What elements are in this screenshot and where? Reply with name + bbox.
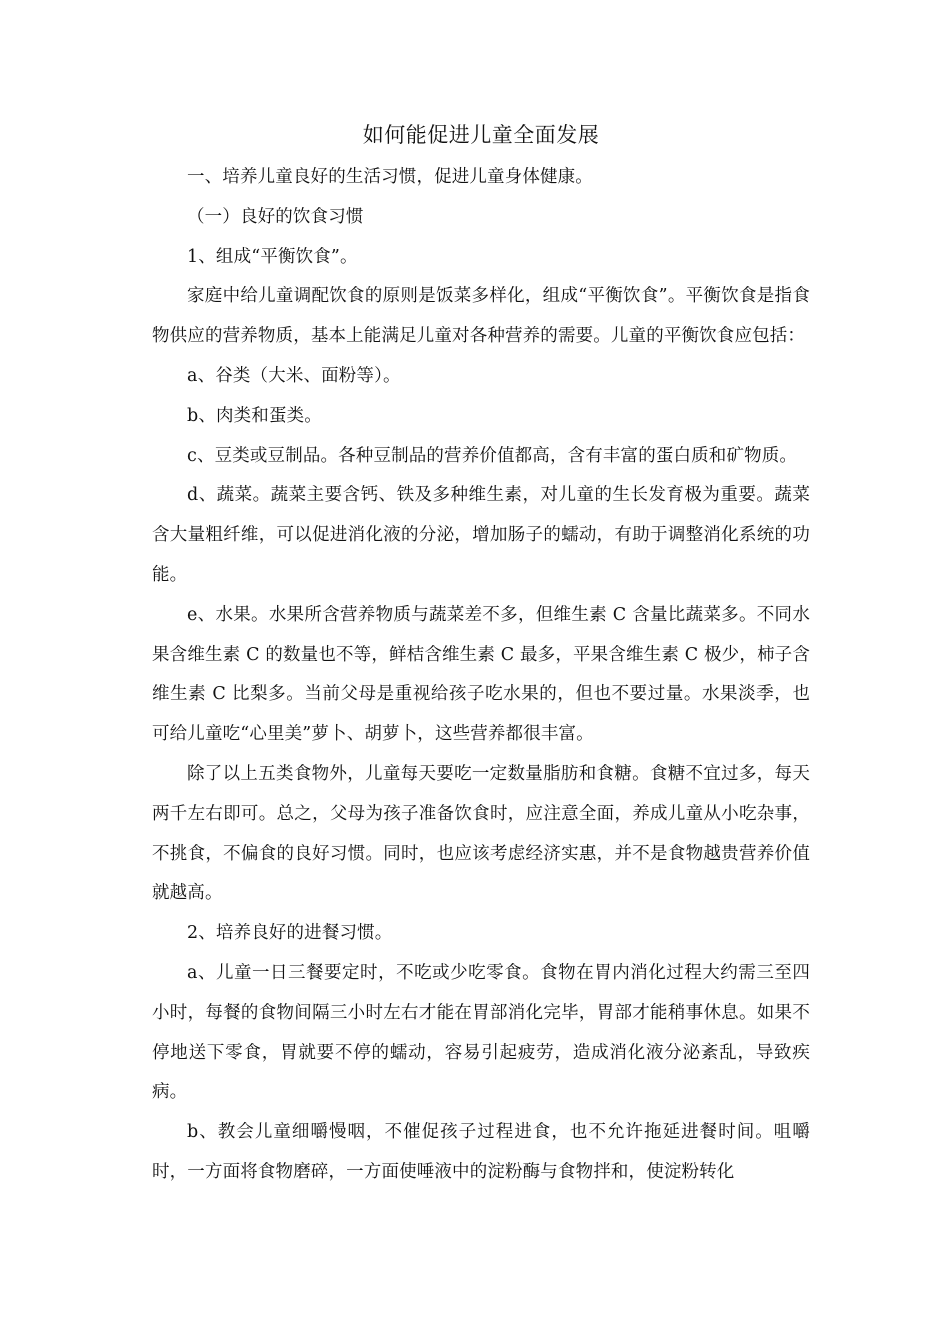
list-item: b、肉类和蛋类。 [187, 405, 322, 426]
list-item: e、水果。水果所含营养物质与蔬菜差不多，但维生素 C 含量比蔬菜多。不同水果含维生素 C 的数量也不等，鲜桔含维生素 C 最多，平果含维生素 C 极少，柿子含维生素 C 比梨多。当前父母是重视给孩子吃水果的，但也不要过量。水果淡季，也可给儿童吃“心里美”萝卜、胡萝卜，这些营养都很丰富。 [152, 604, 810, 745]
document-title: 如何能促进儿童全面发展 [362, 123, 600, 147]
list-item: b、教会儿童细嚼慢咽，不催促孩子过程进食，也不允许拖延进餐时间。咀嚼时，一方面将食物磨碎，一方面使唾液中的淀粉酶与食物拌和，使淀粉转化 [152, 1122, 810, 1182]
list-item: a、儿童一日三餐要定时，不吃或少吃零食。食物在胃内消化过程大约需三至四小时，每餐的食物间隔三小时左右才能在胃部消化完毕，胃部才能稍事休息。如果不停地送下零食，胃就要不停的蠕动，容易引起疲劳，造成消化液分泌紊乱，导致疾病。 [152, 962, 810, 1103]
list-item: d、蔬菜。蔬菜主要含钙、铁及多种维生素，对儿童的生长发育极为重要。蔬菜含大量粗纤维，可以促进消化液的分泌，增加肠子的蠕动，有助于调整消化系统的功能。 [152, 485, 810, 585]
subsection-heading: （一）良好的饮食习惯 [187, 206, 364, 227]
body-paragraph: 除了以上五类食物外，儿童每天要吃一定数量脂肪和食糖。食糖不宜过多，每天两千左右即可。总之，父母为孩子准备饮食时，应注意全面，养成儿童从小吃杂事，不挑食，不偏食的良好习惯。同时，也应该考虑经济实惠，并不是食物越贵营养价值就越高。 [152, 763, 810, 904]
list-item: a、谷类（大米、面粉等）。 [187, 365, 401, 386]
document-body [152, 116, 810, 1193]
item-heading: 2、培养良好的进餐习惯。 [187, 923, 393, 944]
body-paragraph: 家庭中给儿童调配饮食的原则是饭菜多样化，组成“平衡饮食”。平衡饮食是指食物供应的营养物质，基本上能满足儿童对各种营养的需要。儿童的平衡饮食应包括： [152, 286, 810, 347]
item-heading: 1、组成“平衡饮食”。 [187, 246, 358, 267]
list-item: c、豆类或豆制品。各种豆制品的营养价值都高，含有丰富的蛋白质和矿物质。 [187, 445, 798, 466]
section-heading: 一、培养儿童良好的生活习惯，促进儿童身体健康。 [187, 167, 593, 187]
